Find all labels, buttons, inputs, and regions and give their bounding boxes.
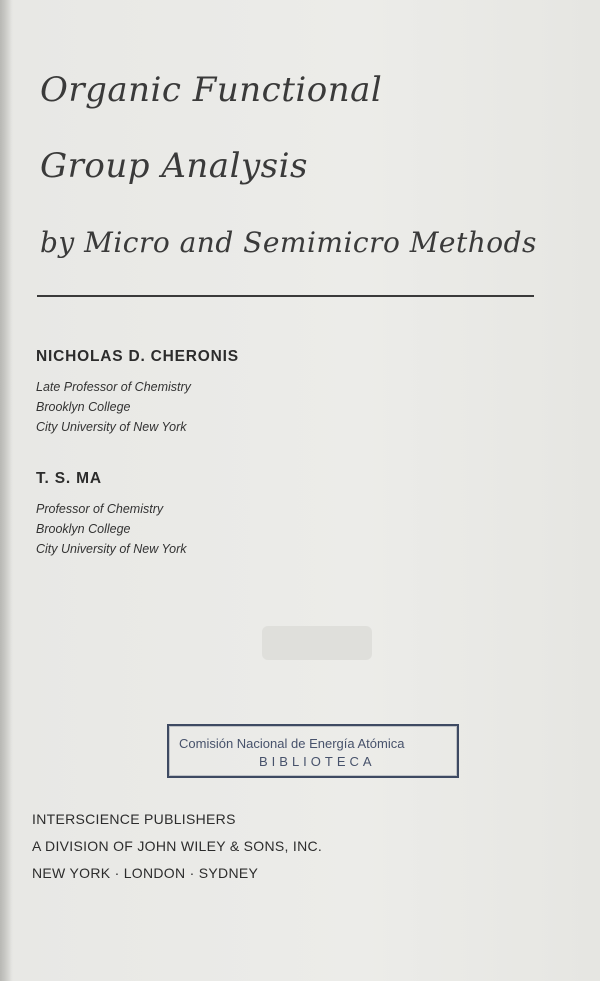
affiliation-line: City University of New York	[36, 542, 187, 556]
author-affiliation	[36, 499, 187, 559]
book-title-line-2: Group Analysis	[40, 146, 308, 186]
publisher-name: INTERSCIENCE PUBLISHERS	[32, 811, 236, 827]
affiliation-line: City University of New York	[36, 420, 187, 434]
publisher-division: A DIVISION OF JOHN WILEY & SONS, INC.	[32, 838, 323, 854]
book-title-line-1: Organic Functional	[40, 70, 383, 110]
spine-shadow	[0, 0, 12, 981]
book-subtitle: by Micro and Semimicro Methods	[40, 226, 537, 259]
author-name: T. S. MA	[36, 470, 102, 487]
stamp-institution: Comisión Nacional de Energía Atómica	[179, 736, 405, 751]
publisher-block	[32, 806, 322, 887]
affiliation-line: Brooklyn College	[36, 522, 131, 536]
title-divider	[37, 295, 534, 297]
publisher-cities: NEW YORK · LONDON · SYDNEY	[32, 865, 259, 881]
library-stamp	[167, 724, 459, 778]
author-affiliation	[36, 377, 191, 437]
author-name: NICHOLAS D. CHERONIS	[36, 348, 239, 365]
stamp-library: BIBLIOTECA	[259, 754, 376, 769]
affiliation-line: Professor of Chemistry	[36, 502, 164, 516]
affiliation-line: Late Professor of Chemistry	[36, 380, 191, 394]
affiliation-line: Brooklyn College	[36, 400, 131, 414]
faded-stamp-mark	[262, 626, 372, 660]
